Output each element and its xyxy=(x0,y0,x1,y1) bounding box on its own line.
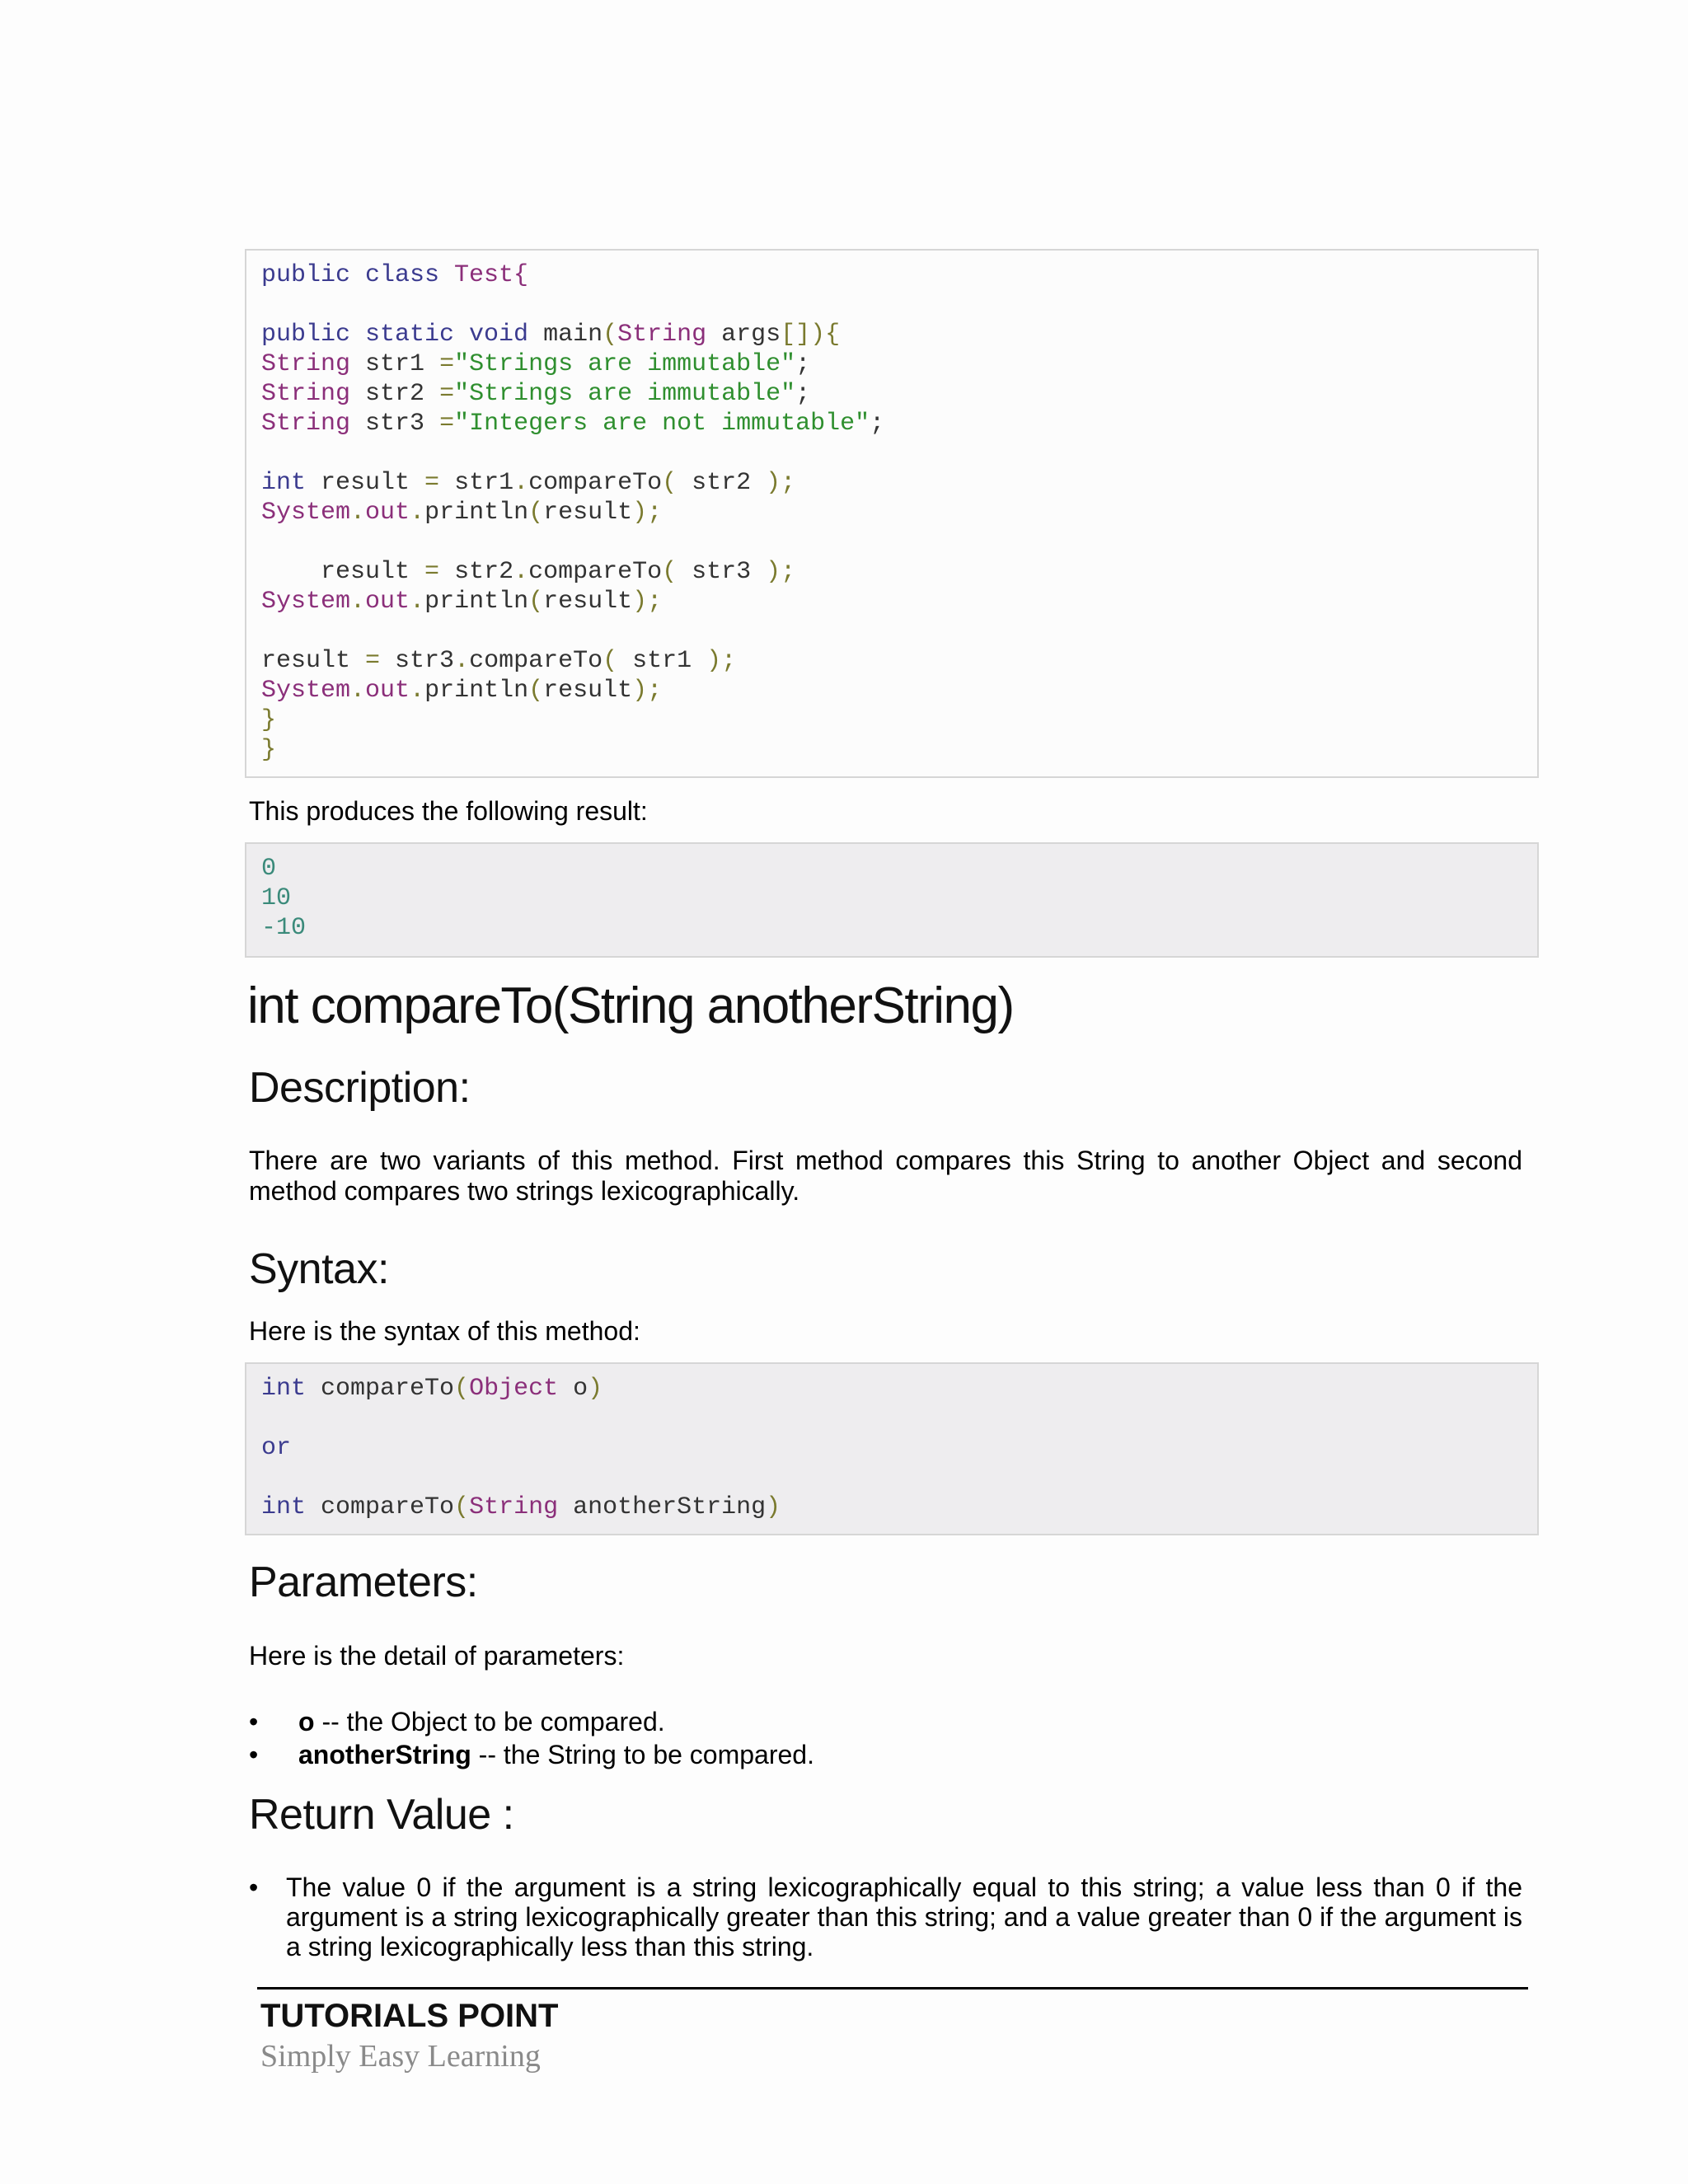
parameter-item-text xyxy=(298,1738,814,1771)
bullet-icon: • xyxy=(249,1740,259,1769)
code-line xyxy=(261,676,1537,705)
code-line xyxy=(261,498,1537,527)
return-value-item xyxy=(249,1872,1522,1965)
code-token: []){ xyxy=(781,321,841,349)
code-token: String xyxy=(261,410,351,438)
code-token: result xyxy=(543,499,633,527)
code-token: public static void xyxy=(261,321,544,349)
code-token: str2 xyxy=(350,380,440,408)
code-token: ; xyxy=(795,350,811,378)
code-line xyxy=(261,320,1537,349)
code-line xyxy=(261,409,1537,438)
code-token: . xyxy=(410,499,425,527)
code-token: -10 xyxy=(261,914,307,942)
code-token: ); xyxy=(766,469,796,497)
code-token: compareTo xyxy=(528,558,663,586)
code-token: str3 xyxy=(350,410,440,438)
code-token: ); xyxy=(706,647,737,675)
code-line xyxy=(261,587,1537,616)
code-token: public class xyxy=(261,261,455,289)
code-token: } xyxy=(261,706,277,734)
parameter-item-text xyxy=(298,1705,665,1738)
code-line xyxy=(261,527,1537,557)
code-token: result xyxy=(261,647,366,675)
code-token: str3 xyxy=(677,558,767,586)
code-token: println xyxy=(424,677,529,705)
code-token: out xyxy=(365,677,410,705)
code-token: . xyxy=(513,469,529,497)
code-token: args xyxy=(706,321,781,349)
code-token: str2 xyxy=(439,558,514,586)
code-token: println xyxy=(424,588,529,616)
code-token: ) xyxy=(588,1375,603,1403)
code-token: Test{ xyxy=(454,261,529,289)
code-token: result xyxy=(543,677,633,705)
code-line xyxy=(261,260,1537,290)
code-token: = xyxy=(439,380,455,408)
code-token: ( xyxy=(454,1375,470,1403)
code-token: int xyxy=(261,1375,307,1403)
code-token: ( xyxy=(603,321,618,349)
code-token: ( xyxy=(528,677,544,705)
code-token: compareTo xyxy=(306,1375,455,1403)
code-token: str3 xyxy=(380,647,455,675)
code-token: String xyxy=(261,380,351,408)
code-line xyxy=(261,290,1537,320)
code-token: String xyxy=(469,1493,559,1521)
method-title: int compareTo(String anotherString) xyxy=(247,977,1014,1034)
code-line xyxy=(261,1404,1537,1433)
code-token: . xyxy=(513,558,529,586)
code-line xyxy=(261,854,1537,883)
bullet-icon: • xyxy=(249,1707,259,1736)
code-token: str1 xyxy=(439,469,514,497)
code-token: anotherString xyxy=(558,1493,767,1521)
code-line xyxy=(261,1374,1537,1404)
code-token: ( xyxy=(662,558,678,586)
description-text: There are two variants of this method. First method compares this String to another Object and second method compares two strings lexicographically. xyxy=(249,1146,1522,1206)
code-token: ); xyxy=(632,588,663,616)
parameters-intro-text: Here is the detail of parameters: xyxy=(249,1641,625,1671)
parameter-item xyxy=(249,1705,1522,1738)
code-token: str1 xyxy=(350,350,440,378)
code-line xyxy=(261,468,1537,498)
code-token: = xyxy=(424,469,440,497)
code-line xyxy=(261,438,1537,468)
code-token: main xyxy=(543,321,603,349)
code-token: = xyxy=(424,558,440,586)
parameters-heading: Parameters: xyxy=(249,1558,478,1606)
code-line xyxy=(261,883,1537,913)
code-token: compareTo xyxy=(528,469,663,497)
code-token: result xyxy=(543,588,633,616)
result-intro-text: This produces the following result: xyxy=(249,796,648,826)
code-token: ( xyxy=(528,588,544,616)
code-token: ; xyxy=(870,410,885,438)
code-line xyxy=(261,1463,1537,1493)
code-token: str1 xyxy=(617,647,707,675)
footer-divider xyxy=(257,1987,1528,1990)
code-line xyxy=(261,379,1537,409)
code-token: out xyxy=(365,499,410,527)
code-token: int xyxy=(261,1493,307,1521)
footer-tagline: Simply Easy Learning xyxy=(260,2039,541,2074)
code-token: "Strings are immutable" xyxy=(454,380,796,408)
code-token: . xyxy=(454,647,470,675)
code-token: or xyxy=(261,1434,292,1462)
code-token: = xyxy=(439,410,455,438)
code-token: ); xyxy=(632,677,663,705)
code-token: compareTo xyxy=(306,1493,455,1521)
code-token: String xyxy=(617,321,707,349)
code-token: ) xyxy=(766,1493,781,1521)
code-line xyxy=(261,913,1537,943)
code-token: ); xyxy=(632,499,663,527)
code-token: System xyxy=(261,588,351,616)
code-token: . xyxy=(410,588,425,616)
code-token: . xyxy=(350,588,366,616)
parameter-name: o xyxy=(298,1707,315,1736)
code-token: ( xyxy=(662,469,678,497)
bullet-icon: • xyxy=(249,1872,259,1902)
code-token: = xyxy=(365,647,381,675)
code-token: . xyxy=(350,677,366,705)
code-token: } xyxy=(261,736,277,764)
code-token: . xyxy=(410,677,425,705)
code-example-block xyxy=(245,249,1539,778)
code-token: ( xyxy=(454,1493,470,1521)
code-line xyxy=(261,557,1537,587)
code-token: "Strings are immutable" xyxy=(454,350,796,378)
parameter-desc: -- the Object to be compared. xyxy=(314,1707,665,1736)
code-line xyxy=(261,735,1537,765)
code-token: int xyxy=(261,469,307,497)
code-token: = xyxy=(439,350,455,378)
code-token: "Integers are not immutable" xyxy=(454,410,870,438)
output-block xyxy=(245,842,1539,958)
code-token: result xyxy=(306,469,425,497)
code-line xyxy=(261,616,1537,646)
syntax-code-block xyxy=(245,1362,1539,1535)
code-token: . xyxy=(350,499,366,527)
description-heading: Description: xyxy=(249,1064,471,1112)
code-token: ); xyxy=(766,558,796,586)
code-token: compareTo xyxy=(469,647,603,675)
code-line xyxy=(261,646,1537,676)
code-token: String xyxy=(261,350,351,378)
parameter-desc: -- the String to be compared. xyxy=(471,1740,814,1769)
return-value-heading: Return Value : xyxy=(249,1791,514,1839)
footer-brand: TUTORIALS POINT xyxy=(260,1998,559,2034)
code-token: str2 xyxy=(677,469,767,497)
code-token: Object xyxy=(469,1375,559,1403)
code-token: ; xyxy=(795,380,811,408)
code-token: System xyxy=(261,677,351,705)
code-token: System xyxy=(261,499,351,527)
code-line xyxy=(261,349,1537,379)
code-token: ( xyxy=(528,499,544,527)
code-token: out xyxy=(365,588,410,616)
code-line xyxy=(261,1433,1537,1463)
code-token: 0 xyxy=(261,855,277,883)
code-token: o xyxy=(558,1375,588,1403)
syntax-heading: Syntax: xyxy=(249,1245,389,1293)
return-value-text: The value 0 if the argument is a string lexicographically equal to this string; a value less than 0 if the argument is a string lexicographically greater than this string; and a value greater than 0 if the argument is a string lexicographically less than this string. xyxy=(286,1872,1522,1961)
code-token: ( xyxy=(603,647,618,675)
syntax-intro-text: Here is the syntax of this method: xyxy=(249,1316,640,1346)
code-line xyxy=(261,705,1537,735)
parameter-item xyxy=(249,1738,1522,1771)
code-token: result xyxy=(261,558,425,586)
parameter-name: anotherString xyxy=(298,1740,471,1769)
code-line xyxy=(261,1493,1537,1522)
code-token: 10 xyxy=(261,884,292,912)
code-token: println xyxy=(424,499,529,527)
